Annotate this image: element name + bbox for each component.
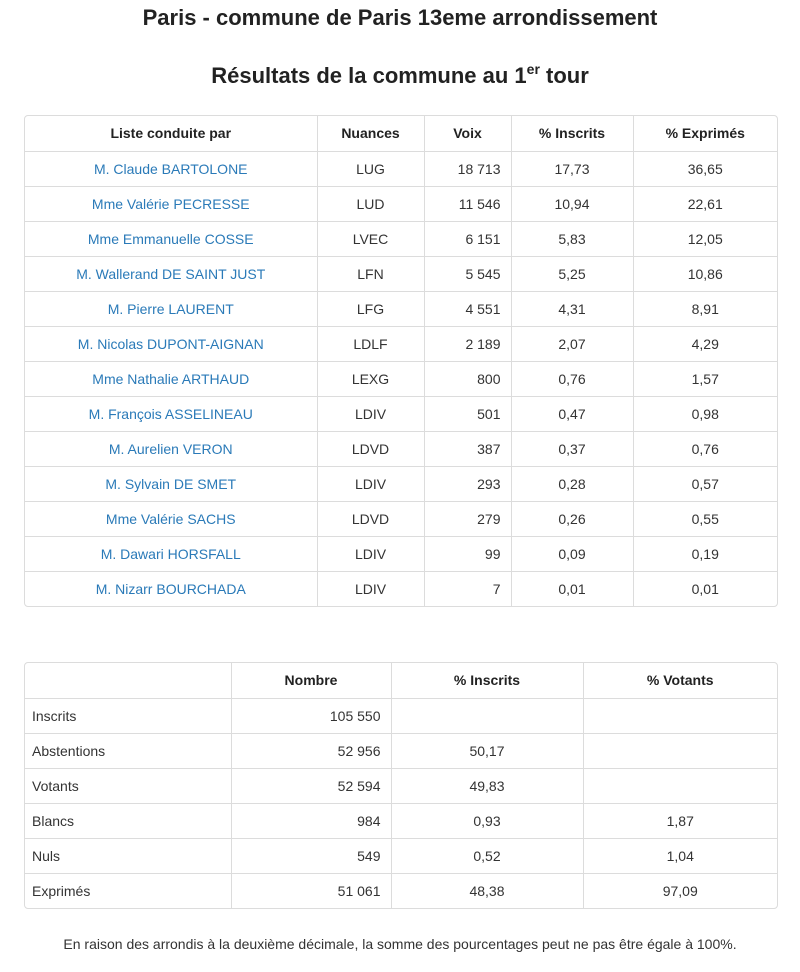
summary-pct-votants — [583, 768, 777, 803]
col-header-pct-votants: % Votants — [583, 663, 777, 698]
candidate-name-link[interactable]: M. Aurelien VERON — [25, 431, 317, 466]
col-header-pct-inscrits: % Inscrits — [391, 663, 583, 698]
summary-pct-inscrits: 0,93 — [391, 803, 583, 838]
col-header-pct-inscrits: % Inscrits — [511, 116, 633, 151]
candidate-nuance: LFN — [317, 256, 424, 291]
candidate-voix: 2 189 — [424, 326, 511, 361]
summary-pct-votants: 1,04 — [583, 838, 777, 873]
candidate-nuance: LDLF — [317, 326, 424, 361]
candidate-pct-inscrits: 0,28 — [511, 466, 633, 501]
page-subtitle — [0, 63, 800, 89]
candidate-row — [25, 501, 777, 536]
summary-label: Abstentions — [25, 733, 231, 768]
candidate-pct-inscrits: 0,37 — [511, 431, 633, 466]
candidate-pct-exprimes: 0,57 — [633, 466, 777, 501]
candidate-row — [25, 221, 777, 256]
candidates-table — [24, 115, 778, 607]
candidate-row — [25, 571, 777, 606]
summary-nombre: 984 — [231, 803, 391, 838]
summary-nombre: 105 550 — [231, 698, 391, 733]
candidate-pct-exprimes: 22,61 — [633, 186, 777, 221]
summary-pct-votants — [583, 733, 777, 768]
col-header-liste: Liste conduite par — [25, 116, 317, 151]
candidate-nuance: LDIV — [317, 571, 424, 606]
candidate-pct-exprimes: 8,91 — [633, 291, 777, 326]
candidate-name-link[interactable]: Mme Emmanuelle COSSE — [25, 221, 317, 256]
candidate-nuance: LDVD — [317, 431, 424, 466]
candidate-nuance: LDVD — [317, 501, 424, 536]
candidate-pct-exprimes: 0,01 — [691, 580, 719, 597]
summary-nombre: 51 061 — [231, 873, 391, 908]
candidate-row — [25, 326, 777, 361]
candidate-nuance: LDIV — [317, 536, 424, 571]
candidate-name-link[interactable]: Mme Valérie SACHS — [25, 501, 317, 536]
summary-pct-inscrits — [391, 698, 583, 733]
candidate-name-link[interactable]: Mme Valérie PECRESSE — [25, 186, 317, 221]
summary-nombre: 52 956 — [231, 733, 391, 768]
summary-header-row — [25, 663, 777, 698]
candidate-row — [25, 431, 777, 466]
col-header-nuances: Nuances — [317, 116, 424, 151]
candidate-pct-inscrits: 4,31 — [511, 291, 633, 326]
candidate-pct-exprimes: 1,57 — [633, 361, 777, 396]
summary-label: Inscrits — [25, 698, 231, 733]
summary-nombre: 549 — [231, 838, 391, 873]
summary-pct-votants — [583, 698, 777, 733]
candidate-pct-exprimes: 0,76 — [633, 431, 777, 466]
candidate-nuance: LVEC — [317, 221, 424, 256]
summary-label: Exprimés — [25, 873, 231, 908]
candidate-pct-exprimes: 10,86 — [633, 256, 777, 291]
candidate-voix: 800 — [424, 361, 511, 396]
summary-row — [25, 803, 777, 838]
page-title: Paris - commune de Paris 13eme arrondissement — [142, 5, 658, 30]
candidate-voix: 6 151 — [424, 221, 511, 256]
summary-row — [25, 698, 777, 733]
candidate-pct-exprimes: 0,55 — [633, 501, 777, 536]
candidate-voix: 293 — [424, 466, 511, 501]
subtitle-superscript: er — [526, 61, 540, 77]
summary-pct-votants: 1,87 — [583, 803, 777, 838]
candidate-voix: 7 — [424, 571, 511, 606]
candidate-pct-inscrits: 0,26 — [511, 501, 633, 536]
subtitle-prefix: Résultats de la commune au 1 — [211, 63, 527, 88]
candidate-pct-inscrits: 0,09 — [511, 536, 633, 571]
candidate-pct-exprimes: 0,19 — [633, 536, 777, 571]
col-header-pct-exprimes: % Exprimés — [633, 116, 777, 151]
candidate-pct-inscrits: 0,01 — [511, 571, 633, 606]
col-header-empty — [25, 663, 231, 698]
candidate-pct-inscrits: 17,73 — [511, 151, 633, 186]
candidate-voix: 4 551 — [424, 291, 511, 326]
candidate-pct-inscrits: 2,07 — [511, 326, 633, 361]
summary-pct-votants: 97,09 — [662, 882, 698, 899]
candidate-row — [25, 361, 777, 396]
candidate-nuance: LEXG — [317, 361, 424, 396]
candidate-row — [25, 536, 777, 571]
candidate-pct-inscrits: 10,94 — [511, 186, 633, 221]
summary-row — [25, 733, 777, 768]
candidate-voix: 18 713 — [424, 151, 511, 186]
summary-label: Blancs — [25, 803, 231, 838]
col-header-nombre: Nombre — [231, 663, 391, 698]
candidate-pct-inscrits: 0,76 — [511, 361, 633, 396]
candidates-header-row — [25, 116, 777, 151]
candidate-row — [25, 291, 777, 326]
candidate-voix: 5 545 — [424, 256, 511, 291]
candidate-pct-inscrits: 5,83 — [511, 221, 633, 256]
summary-row — [25, 838, 777, 873]
candidate-voix: 279 — [424, 501, 511, 536]
candidate-name-link[interactable]: M. Sylvain DE SMET — [25, 466, 317, 501]
candidate-name-link[interactable]: Mme Nathalie ARTHAUD — [25, 361, 317, 396]
footnote: En raison des arrondis à la deuxième décimale, la somme des pourcentages peut ne pas être égale à 100%. — [63, 936, 737, 952]
summary-pct-inscrits: 50,17 — [391, 733, 583, 768]
candidate-pct-inscrits: 0,47 — [511, 396, 633, 431]
candidate-name-link[interactable]: M. Nizarr BOURCHADA — [25, 571, 317, 606]
candidate-name-link[interactable]: M. Wallerand DE SAINT JUST — [25, 256, 317, 291]
candidate-name-link[interactable]: M. François ASSELINEAU — [25, 396, 317, 431]
summary-pct-inscrits: 48,38 — [391, 873, 583, 908]
col-header-voix: Voix — [424, 116, 511, 151]
candidate-name-link[interactable]: M. Nicolas DUPONT-AIGNAN — [25, 326, 317, 361]
summary-label: Votants — [25, 768, 231, 803]
candidate-nuance: LDIV — [317, 466, 424, 501]
summary-nombre: 52 594 — [231, 768, 391, 803]
candidate-pct-exprimes: 12,05 — [633, 221, 777, 256]
candidate-name-link[interactable]: M. Pierre LAURENT — [25, 291, 317, 326]
candidate-pct-exprimes: 0,98 — [633, 396, 777, 431]
candidate-pct-inscrits: 5,25 — [511, 256, 633, 291]
candidate-row — [25, 256, 777, 291]
summary-table — [24, 662, 778, 909]
candidate-row — [25, 151, 777, 186]
summary-label: Nuls — [25, 838, 231, 873]
candidate-pct-exprimes: 4,29 — [633, 326, 777, 361]
candidate-nuance: LUG — [317, 151, 424, 186]
candidate-voix: 11 546 — [424, 186, 511, 221]
candidate-voix: 387 — [424, 431, 511, 466]
summary-pct-inscrits: 49,83 — [391, 768, 583, 803]
candidate-voix: 99 — [424, 536, 511, 571]
candidate-row — [25, 466, 777, 501]
candidate-row — [25, 186, 777, 221]
candidate-nuance: LDIV — [317, 396, 424, 431]
summary-pct-inscrits: 0,52 — [391, 838, 583, 873]
candidate-row — [25, 396, 777, 431]
candidate-name-link[interactable]: M. Dawari HORSFALL — [25, 536, 317, 571]
summary-row — [25, 768, 777, 803]
candidate-voix: 501 — [424, 396, 511, 431]
candidate-nuance: LUD — [317, 186, 424, 221]
subtitle-suffix: tour — [539, 63, 589, 88]
summary-row — [25, 873, 777, 908]
candidate-nuance: LFG — [317, 291, 424, 326]
candidate-name-link[interactable]: M. Claude BARTOLONE — [25, 151, 317, 186]
candidate-pct-exprimes: 36,65 — [633, 151, 777, 186]
